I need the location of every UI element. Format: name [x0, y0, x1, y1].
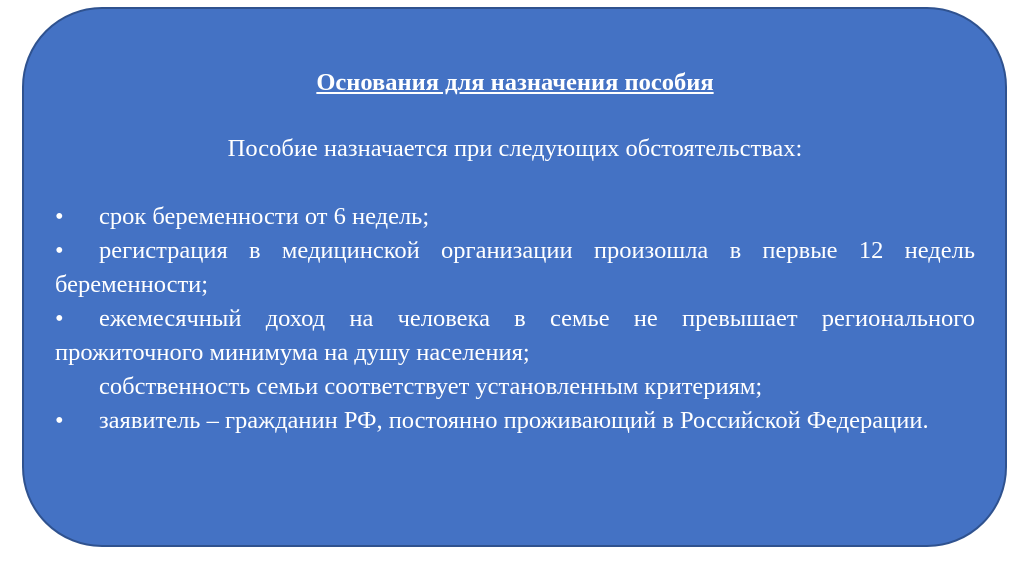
list-item-text: срок беременности от 6 недель;	[99, 203, 430, 230]
list-item	[55, 302, 975, 370]
list-item-text: ежемесячный доход на человека в семье не превышает регионального прожиточного минимума на душу населения;	[55, 305, 975, 366]
list-item	[55, 370, 975, 404]
bullet-icon: •	[55, 237, 64, 264]
list-item-text: собственность семьи соответствует установленным критериям;	[99, 373, 763, 400]
bullet-icon: •	[55, 305, 64, 332]
list-item	[55, 404, 975, 438]
intro-text: Пособие назначается при следующих обстоятельствах:	[227, 135, 803, 162]
list-item	[55, 200, 975, 234]
list-item-text: регистрация в медицинской организации произошла в первые 12 недель беременности;	[55, 237, 975, 298]
panel-heading: Основания для назначения пособия	[316, 69, 714, 96]
list-item	[55, 234, 975, 302]
list-item-text: заявитель – гражданин РФ, постоянно проживающий в Российской Федерации.	[99, 407, 929, 434]
bullet-icon: •	[55, 407, 64, 434]
panel-content	[55, 66, 975, 438]
bullet-icon: •	[55, 203, 64, 230]
